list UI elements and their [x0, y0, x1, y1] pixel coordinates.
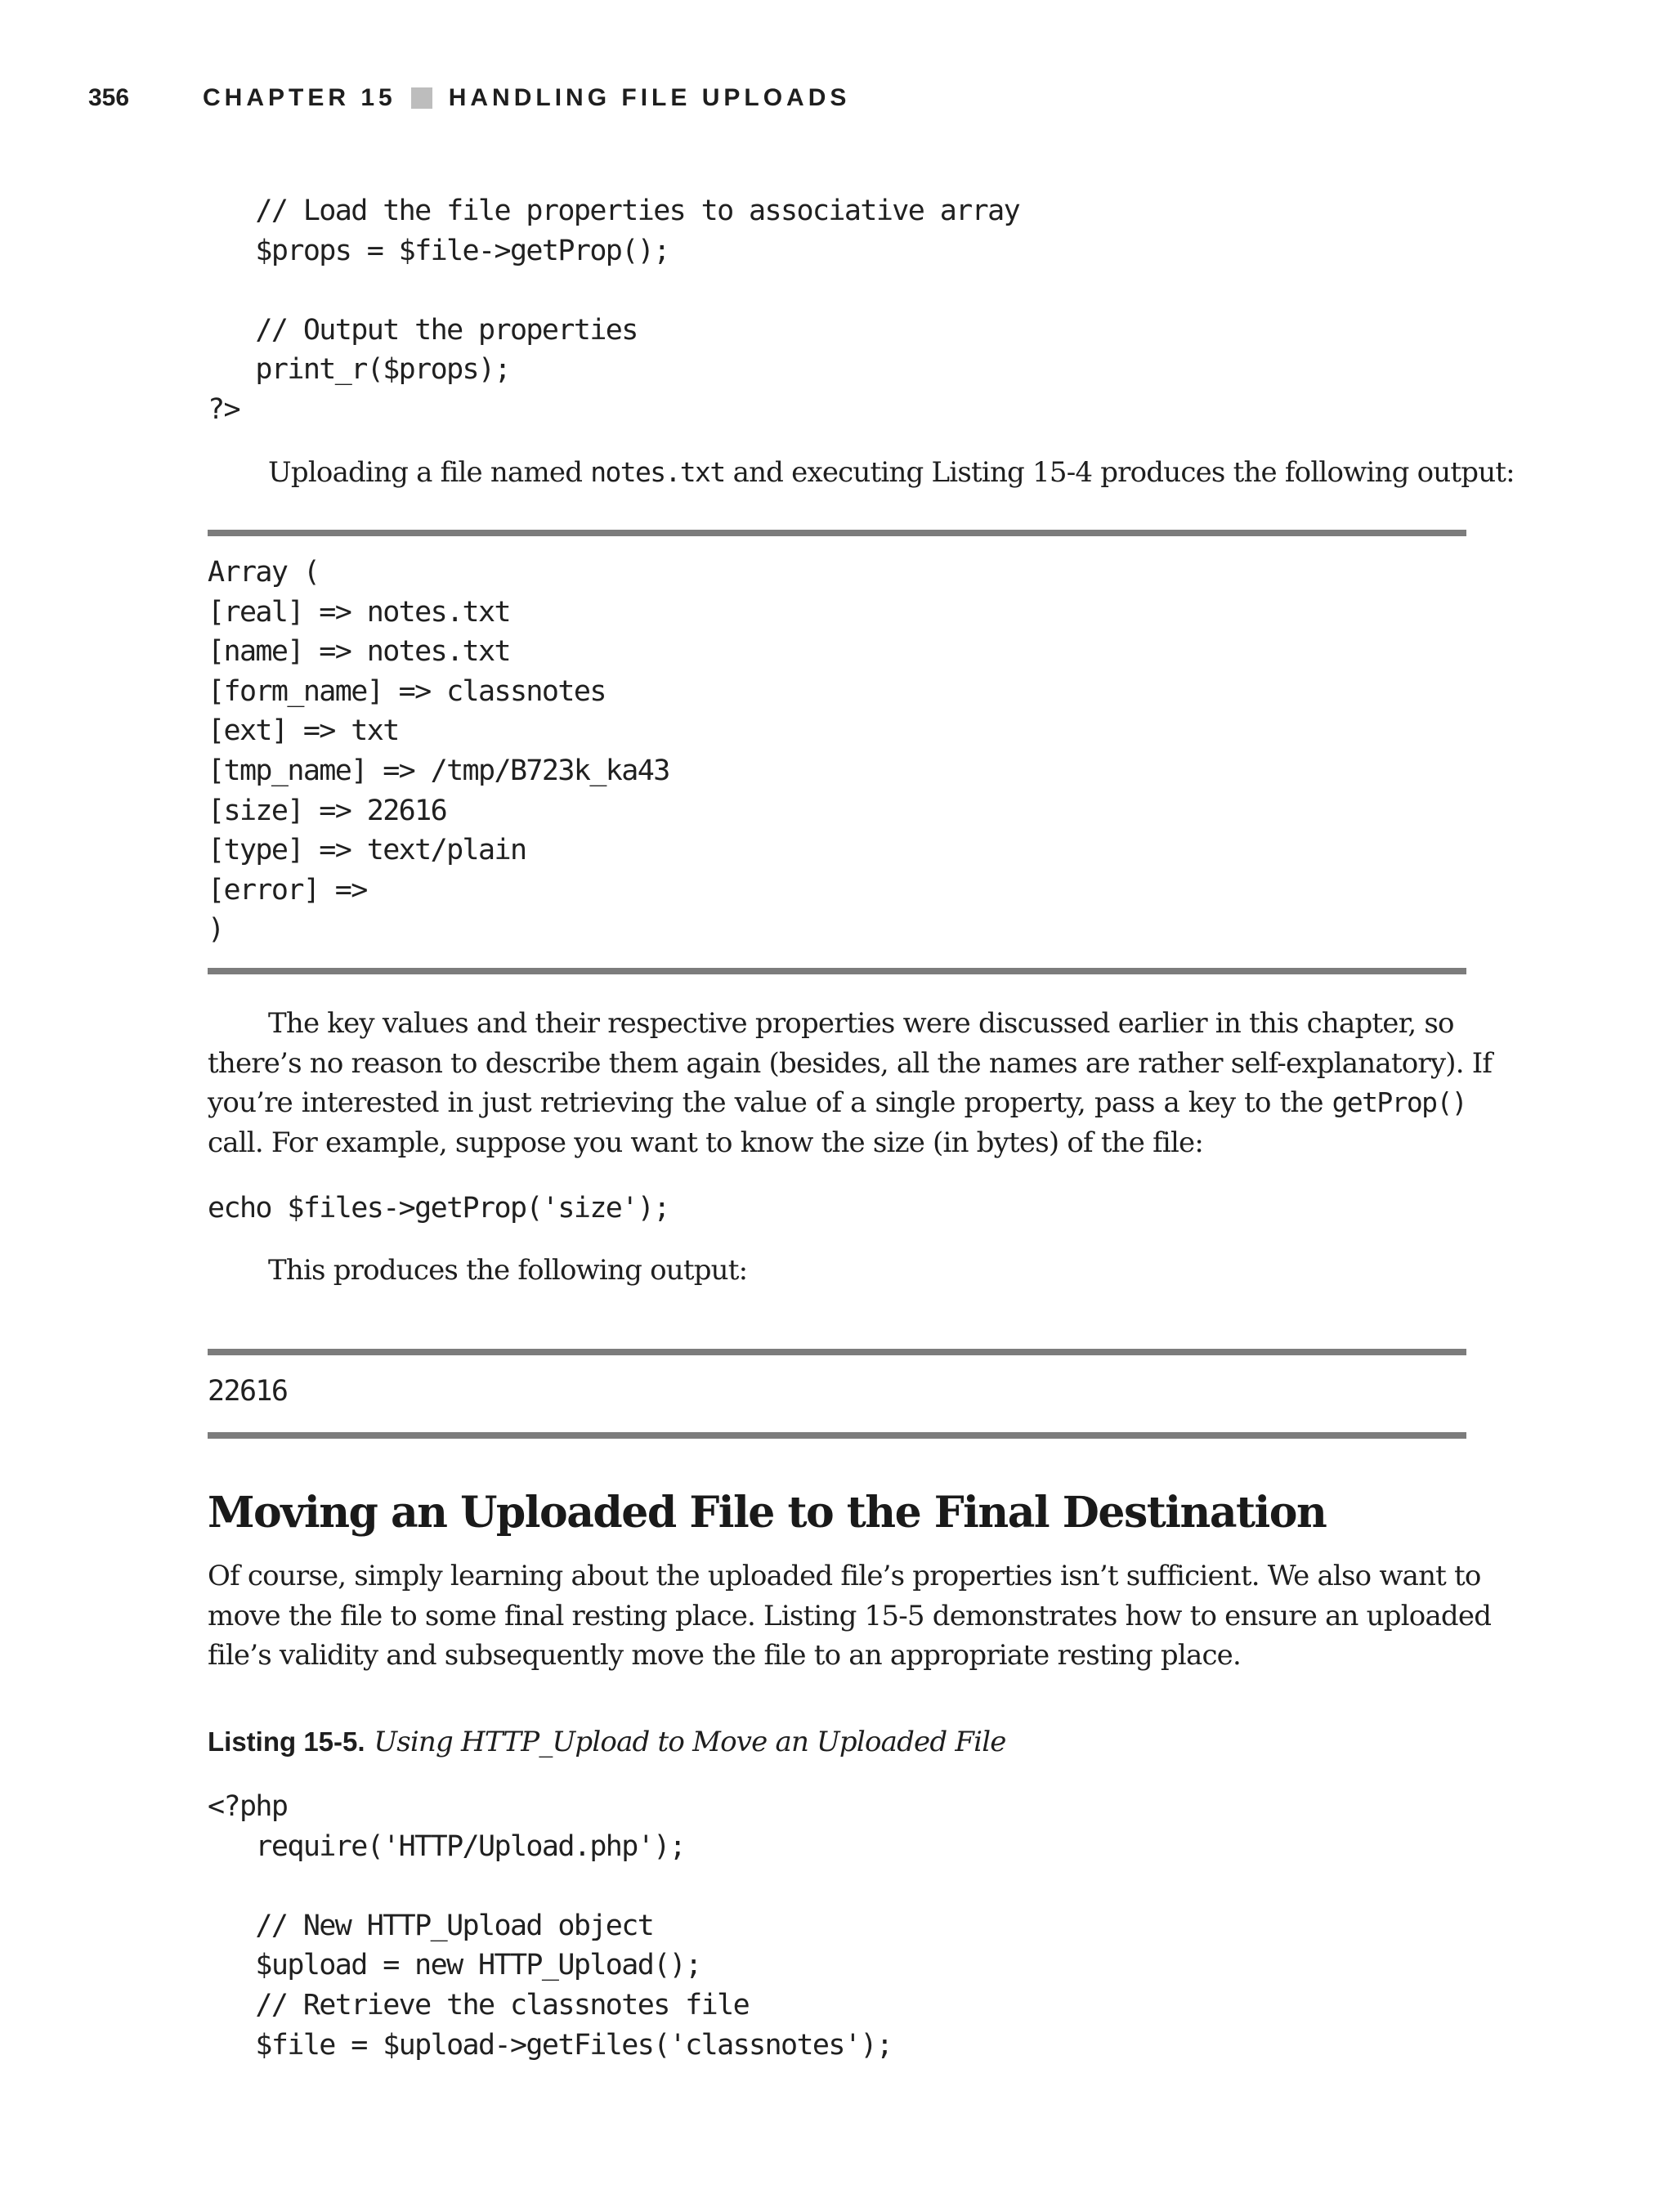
text: and executing Listing 15-4 produces the following output:	[724, 456, 1515, 489]
output-rule-bottom	[208, 968, 1466, 974]
output-rule-top	[208, 530, 1466, 536]
section-heading: Moving an Uploaded File to the Final Destination	[208, 1488, 1327, 1538]
paragraph-line: file’s validity and subsequently move the file to an appropriate resting place.	[208, 1639, 1242, 1672]
text: you’re interested in just retrieving the value of a single property, pass a key to the	[208, 1086, 1332, 1120]
page-number: 356	[88, 84, 130, 111]
inline-code-getprop: getProp()	[1332, 1086, 1466, 1119]
output-rule-top	[208, 1349, 1466, 1355]
listing-title: Using HTTP_Upload to Move an Uploaded File	[374, 1726, 1006, 1758]
code-echo-size: echo $files->getProp('size');	[208, 1192, 669, 1225]
paragraph-line: Of course, simply learning about the uploaded file’s properties isn’t sufficient. We also want to	[208, 1560, 1481, 1592]
text: Uploading a file named	[268, 456, 591, 489]
paragraph-output-intro	[208, 453, 1515, 493]
paragraph-moving-file	[208, 1556, 1492, 1676]
output-size: 22616	[208, 1375, 288, 1408]
code-listing-15-5: <?php require('HTTP/Upload.php'); // New HTTP_Upload object $upload = new HTTP_Upload(); // Retrieve the classnotes file $file = $upload->getFiles('classnotes');	[208, 1790, 893, 2062]
paragraph-key-values	[208, 1004, 1493, 1162]
paragraph-produces-output	[208, 1251, 1466, 1291]
code-listing-continuation: // Load the file properties to associative array $props = $file->getProp(); // Output the properties print_r($props); ?>	[208, 195, 1020, 426]
paragraph-line: The key values and their respective properties were discussed earlier in this chapter, so	[268, 1007, 1454, 1040]
chapter-title: HANDLING FILE UPLOADS	[448, 84, 851, 111]
inline-code-filename: notes.txt	[590, 456, 725, 488]
paragraph-line: call. For example, suppose you want to know the size (in bytes) of the file:	[208, 1126, 1204, 1159]
paragraph-line	[208, 1083, 1466, 1123]
chapter-label: CHAPTER 15	[203, 84, 396, 111]
output-rule-bottom	[208, 1432, 1466, 1439]
header-square-icon	[411, 87, 432, 109]
listing-label: Listing 15-5.	[208, 1726, 365, 1757]
listing-caption	[208, 1722, 1006, 1762]
output-array: Array ( [real] => notes.txt [name] => notes.txt [form_name] => classnotes [ext] => txt [tmp_name] => /tmp/B723k_ka43 [size] => 22616 [type] => text/plain [error] => )	[208, 556, 669, 947]
paragraph-line: This produces the following output:	[268, 1254, 748, 1287]
running-header	[203, 82, 850, 114]
paragraph-line: there’s no reason to describe them again (besides, all the names are rather self-explanatory). If	[208, 1046, 1493, 1080]
paragraph-line: move the file to some final resting place. Listing 15-5 demonstrates how to ensure an uploaded	[208, 1599, 1492, 1632]
